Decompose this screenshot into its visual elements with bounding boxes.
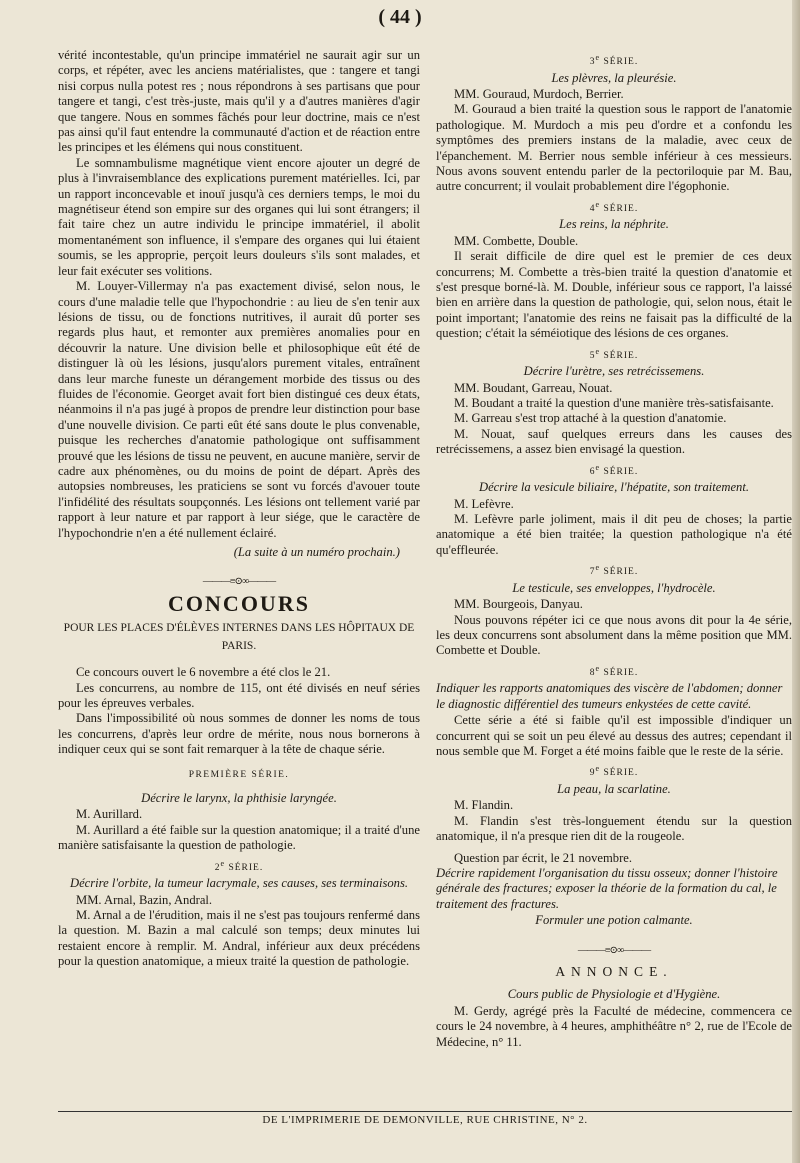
series-heading: 9e SÉRIE. (589, 764, 639, 779)
paragraph: M. Garreau s'est trop attaché à la question d'anatomie. (454, 411, 727, 426)
ornament-divider: ———≡⊙∞——— (577, 944, 651, 956)
written-question-subject: Décrire rapidement l'organisation du tissu osseux; donner l'histoire générale des fractures; exposer la théorie de la formation du cal, le traitement des fractures. (436, 866, 778, 911)
paragraph: Ce concours ouvert le 6 novembre a été clos le 21. (76, 665, 331, 680)
series-candidates: M. Lefèvre. (454, 496, 514, 511)
series-candidates: MM. Boudant, Garreau, Nouat. (454, 380, 613, 395)
series-heading: 8e SÉRIE. (589, 663, 639, 678)
series-candidates: M. Flandin. (454, 798, 514, 813)
series-candidates: MM. Bourgeois, Danyau. (454, 597, 583, 612)
section-title: CONCOURS (168, 590, 310, 616)
paragraph: Nous pouvons répéter ici ce que nous avons dit pour la 4e série, les deux concurrens sont absolument dans la même position que MM. Combette et Double. (436, 612, 792, 658)
series-subject: La peau, la scarlatine. (557, 781, 671, 796)
left-column (58, 48, 420, 970)
announcement-subject: Cours public de Physiologie et d'Hygiène. (507, 987, 721, 1002)
series-subject: Les plèvres, la pleurésie. (551, 70, 677, 85)
series-candidates: MM. Gouraud, Murdoch, Berrier. (454, 86, 624, 101)
series-candidates: M. Aurillard. (76, 807, 143, 822)
series-subject: Les reins, la néphrite. (559, 217, 669, 232)
printer-footer: DE L'IMPRIMERIE DE DEMONVILLE, RUE CHRISTINE, N° 2. (58, 1111, 792, 1126)
paragraph: M. Gerdy, agrégé près la Faculté de médecine, commencera ce cours le 24 novembre, à 4 heures, amphithéâtre n° 2, rue de l'Ecole de Médecine, n° 11. (436, 1003, 792, 1049)
paragraph: M. Louyer-Villermay n'a pas exactement divisé, selon nous, le cours d'une maladie telle que l'hypochondrie : au lieu de s'en tenir aux lésions de tissu, ou de fonctions nutritives, il aurait dû porter ses regards plus haut, et remonter aux premières anomalies pour en découvrir la nature. Une division belle et philosophique eût été de distinguer là où les lésions, jusqu'alors purement vitales, entraînent dans leur marche funeste un dérangement morbide des tissus ou des fluides de l'économie. Georget avait fort bien distingué ces deux états, néanmoins il n'a pas jugé à propos de prendre leur distinction pour base d'une nouvelle division. Ce parti eût été sans doute le plus convenable, puisque les recherches d'anatomie pathologique ont suffisamment prouvé que les lésions de tissu ne peuvent, en aucune manière, servir de cadre aux phénomènes, ou du moins de point de départ. Après des autopsies nombreuses, les praticiens se sont vu forcés d'avouer toute l'infidélité des résultats soupçonnés. Les lésions ont tellement varié par rapport à leur nature et par rapport à leur siége, que le caractère de l'hypochondrie n'en a été nullement éclairé. (58, 279, 420, 540)
ornament-divider: ———≡⊙∞——— (202, 576, 276, 588)
right-column (436, 48, 792, 1050)
paragraph: M. Boudant a traité la question d'une manière très-satisfaisante. (454, 396, 774, 410)
paragraph: Dans l'impossibilité où nous sommes de donner les noms de tous les concurrens, d'après leur ordre de mérite, nous nous bornerons à indiquer ceux qui se sont fait remarquer à la tête de chaque série. (58, 711, 420, 757)
series-subject: Indiquer les rapports anatomiques des viscère de l'abdomen; donner le diagnostic différentiel des tumeurs enkystées de cette cavité. (436, 681, 783, 711)
paragraph: M. Lefèvre parle joliment, mais il dit peu de choses; la partie anatomique a été bien traitée; la question pathologique n'a été qu'effleurée. (436, 512, 792, 557)
series-subject: Décrire l'urètre, ses retrécissemens. (523, 364, 705, 379)
series-subject: Le testicule, ses enveloppes, l'hydrocèle. (512, 580, 716, 595)
series-heading: PREMIÈRE SÉRIE. (188, 769, 290, 780)
series-heading: 2e SÉRIE. (214, 858, 264, 873)
series-heading: 5e SÉRIE. (589, 346, 639, 361)
paragraph: Les concurrens, au nombre de 115, ont été divisés en neuf séries pour les épreuves verbales. (58, 680, 420, 711)
announcement-title: ANNONCE. (555, 964, 673, 980)
page-edge (792, 0, 800, 1163)
series-subject: Décrire le larynx, la phthisie laryngée. (141, 791, 337, 806)
paragraph: M. Flandin s'est très-longuement étendu sur la question anatomique, il n'a presque rien dit de la rougeole. (436, 813, 792, 844)
series-heading: 3e SÉRIE. (589, 53, 639, 68)
paragraph: Cette série a été si faible qu'il est impossible d'indiquer un concurrent qui se soit un peu élevé au dessus des autres; cependant il nous semble que M. Forget a été moins faible que le reste de la série. (436, 713, 792, 758)
paragraph: Le somnambulisme magnétique vient encore ajouter un degré de plus à l'invraisemblance des explications purement matérielles. Ici, par un rapport inconcevable et inouï jusqu'à ces derniers temps, le moi du magnétiseur étend son empire sur des organes qui lui sont étrangers; il fait taire chez un autre individu le principe immatériel, il abolit momentanément son influence, il s'empare des organes qui lui étaient soumis, se les approprie, perçoit leurs douleurs s'ils sont malades, et leur fait exécuter ses volitions. (58, 155, 420, 278)
section-subtitle: POUR LES PLACES D'ÉLÈVES INTERNES DANS LES HÔPITAUX DE PARIS. (63, 622, 415, 653)
series-subject: Décrire la vesicule biliaire, l'hépatite, son traitement. (478, 480, 749, 495)
series-candidates: MM. Arnal, Bazin, Andral. (76, 892, 213, 907)
paragraph: vérité incontestable, qu'un principe immatériel ne saurait agir sur un corps, et répéter, avec les anciens matérialistes, que : tangere et tangi nisi corpus nulla potest res ; nous répondrons à ses partisans que pour tangere et tangi, c'est très-juste, mais qu'il y a d'autres manières d'agir que tangere. Nous en sommes fâchés pour leur doctrine, mais ce n'est pas ainsi qu'il faut entendre la communauté d'action et de réaction entre les principes et les élémens qui nous constituent. (58, 48, 420, 155)
paragraph: M. Nouat, sauf quelques erreurs dans les causes des retrécissemens, a assez bien envisagé la question. (436, 426, 792, 457)
written-question-heading: Question par écrit, le 21 novembre. (454, 850, 633, 865)
series-heading: 7e SÉRIE. (589, 563, 639, 578)
page-number: ( 44 ) (378, 6, 422, 28)
continuation-note: (La suite à un numéro prochain.) (233, 545, 400, 559)
paragraph: M. Arnal a de l'érudition, mais il ne s'est pas toujours renfermé dans la question. M. Bazin a mal calculé son temps; deux minutes lui restaient encore à remplir. M. Andral, inférieur aux deux précédens pour la question anatomique, a mieux traité la question de pathologie. (58, 908, 420, 969)
series-heading: 6e SÉRIE. (589, 462, 639, 477)
paragraph: M. Gouraud a bien traité la question sous le rapport de l'anatomie pathologique. M. Murdoch a mis peu d'ordre et a confondu les symptômes des premiers instans de la maladie, avec ceux de l'épanchement. M. Berrier nous semble inférieur à ces messieurs. Nous avons souvent entendu parler de la pectoriloquie par M. Bau, autre concurrent; il voulait probablement dire l'égophonie. (436, 102, 792, 194)
written-question-subject-2: Formuler une potion calmante. (535, 913, 693, 928)
paragraph: Il serait difficile de dire quel est le premier de ces deux concurrens; M. Combette a très-bien traité la question d'anatomie et s'est presque borné-là. M. Double, inférieur sous ce rapport, l'a laissé bien en arrière dans la question de pathologie, qui, selon nous, était le point important; l'anatomie des reins ne faisait pas la difficulté de la question; c'était la séméiotique des lésions de ces organes. (436, 249, 792, 341)
series-subject: Décrire l'orbite, la tumeur lacrymale, ses causes, ses terminaisons. (69, 876, 408, 891)
series-candidates: MM. Combette, Double. (454, 233, 579, 248)
series-heading: 4e SÉRIE. (589, 199, 639, 214)
paragraph: M. Aurillard a été faible sur la question anatomique; il a traité d'une manière satisfaisante la question de pathologie. (58, 822, 420, 853)
